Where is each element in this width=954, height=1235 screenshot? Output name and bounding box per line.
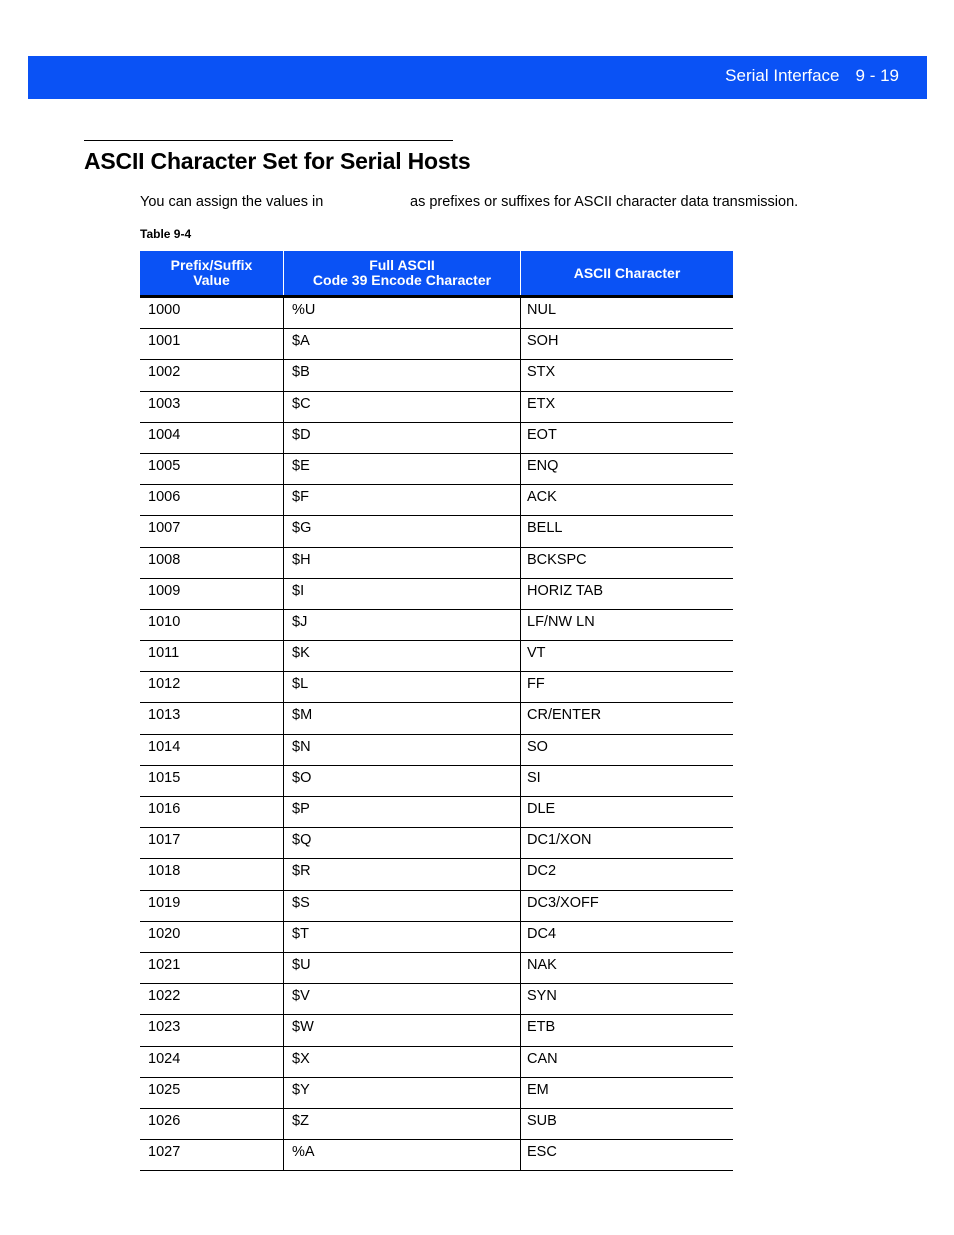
table-row	[140, 1109, 733, 1140]
header-page-number: 9 - 19	[855, 66, 899, 85]
prefix-suffix-value: 1005	[140, 454, 284, 484]
ascii-character: CR/ENTER	[527, 707, 602, 724]
code39-encode-character: $M	[284, 703, 521, 733]
table-row	[140, 797, 733, 828]
ascii-character: DC2	[527, 863, 557, 880]
prefix-suffix-value: 1008	[140, 548, 284, 578]
ascii-character: HORIZ TAB	[527, 582, 603, 599]
header-text	[725, 56, 899, 99]
prefix-suffix-value: 1012	[140, 672, 284, 702]
table-row	[140, 672, 733, 703]
table-row	[140, 922, 733, 953]
ascii-character: DC4	[527, 925, 557, 942]
ascii-character: EOT	[527, 426, 557, 443]
table-row	[140, 392, 733, 423]
ascii-character: SYN	[527, 988, 557, 1005]
code39-encode-character: $D	[284, 423, 521, 453]
prefix-suffix-value: 1025	[140, 1078, 284, 1108]
table-row	[140, 891, 733, 922]
code39-encode-character: $Q	[284, 828, 521, 858]
column-header-label: ASCII Character	[573, 264, 681, 281]
code39-encode-character: $L	[284, 672, 521, 702]
table-row	[140, 516, 733, 547]
column-header-code39	[284, 251, 521, 295]
ascii-character: BELL	[527, 520, 563, 537]
code39-encode-character: $J	[284, 610, 521, 640]
code39-encode-character: $N	[284, 735, 521, 765]
prefix-suffix-value: 1027	[140, 1140, 284, 1170]
table-row	[140, 1015, 733, 1046]
prefix-suffix-value: 1015	[140, 766, 284, 796]
code39-encode-character: $T	[284, 922, 521, 952]
code39-encode-character: %A	[284, 1140, 521, 1170]
ascii-character: SUB	[527, 1112, 557, 1129]
ascii-character: SOH	[527, 333, 559, 350]
column-header-label: Full ASCII Code 39 Encode Character	[312, 257, 492, 288]
prefix-suffix-value: 1017	[140, 828, 284, 858]
table-row	[140, 1078, 733, 1109]
ascii-character: ESC	[527, 1144, 557, 1161]
table-row	[140, 298, 733, 329]
prefix-suffix-value: 1016	[140, 797, 284, 827]
ascii-character: BCKSPC	[527, 551, 587, 568]
code39-encode-character: $P	[284, 797, 521, 827]
prefix-suffix-value: 1026	[140, 1109, 284, 1139]
prefix-suffix-value: 1006	[140, 485, 284, 515]
table-row	[140, 984, 733, 1015]
table-row	[140, 329, 733, 360]
ascii-character: DC1/XON	[527, 832, 592, 849]
ascii-character: FF	[527, 676, 545, 693]
code39-encode-character: $C	[284, 392, 521, 422]
ascii-character: ACK	[527, 489, 557, 506]
code39-encode-character: $W	[284, 1015, 521, 1045]
ascii-table	[140, 251, 733, 1171]
ascii-character: STX	[527, 364, 556, 381]
prefix-suffix-value: 1024	[140, 1047, 284, 1077]
header-bar	[28, 56, 927, 99]
prefix-suffix-value: 1013	[140, 703, 284, 733]
prefix-suffix-value: 1020	[140, 922, 284, 952]
column-header-prefix-suffix	[140, 251, 284, 295]
code39-encode-character: $Z	[284, 1109, 521, 1139]
ascii-character: VT	[527, 645, 546, 662]
code39-encode-character: %U	[284, 298, 521, 328]
code39-encode-character: $B	[284, 360, 521, 390]
ascii-character: ENQ	[527, 457, 559, 474]
table-row	[140, 360, 733, 391]
ascii-character: DLE	[527, 801, 556, 817]
code39-encode-character: $S	[284, 891, 521, 921]
code39-encode-character: $X	[284, 1047, 521, 1077]
code39-encode-character: $H	[284, 548, 521, 578]
prefix-suffix-value: 1019	[140, 891, 284, 921]
table-caption: Table 9-4	[140, 227, 192, 241]
page-title: ASCII Character Set for Serial Hosts	[84, 148, 471, 174]
table-row	[140, 735, 733, 766]
column-header-ascii	[521, 251, 733, 295]
code39-encode-character: $U	[284, 953, 521, 983]
code39-encode-character: $A	[284, 329, 521, 359]
prefix-suffix-value: 1021	[140, 953, 284, 983]
ascii-character: SI	[527, 769, 541, 786]
table-row	[140, 485, 733, 516]
code39-encode-character: $F	[284, 485, 521, 515]
prefix-suffix-value: 1003	[140, 392, 284, 422]
prefix-suffix-value: 1011	[140, 641, 284, 671]
prefix-suffix-value: 1002	[140, 360, 284, 390]
table-body	[140, 298, 733, 1171]
ascii-character: ETB	[527, 1019, 556, 1036]
prefix-suffix-value: 1000	[140, 298, 284, 328]
header-section-title: Serial Interface	[725, 66, 840, 85]
prefix-suffix-value: 1023	[140, 1015, 284, 1045]
prefix-suffix-value: 1004	[140, 423, 284, 453]
table-row	[140, 1047, 733, 1078]
table-row	[140, 454, 733, 485]
title-rule	[84, 140, 453, 141]
intro-text-part1: You can assign the values in	[140, 194, 324, 210]
ascii-character: EM	[527, 1081, 549, 1098]
prefix-suffix-value: 1010	[140, 610, 284, 640]
table-row	[140, 703, 733, 734]
ascii-character: ETX	[527, 395, 556, 412]
ascii-character: LF/NW LN	[527, 613, 595, 630]
prefix-suffix-value: 1001	[140, 329, 284, 359]
code39-encode-character: $K	[284, 641, 521, 671]
intro-text-part2: as prefixes or suffixes for ASCII character data transmission.	[410, 194, 799, 210]
code39-encode-character: $V	[284, 984, 521, 1014]
column-header-label: Prefix/Suffix Value	[170, 257, 253, 288]
table-row	[140, 1140, 733, 1171]
prefix-suffix-value: 1014	[140, 735, 284, 765]
code39-encode-character: $I	[284, 579, 521, 609]
ascii-character: SO	[527, 738, 548, 755]
table-row	[140, 641, 733, 672]
table-header	[140, 251, 733, 298]
prefix-suffix-value: 1022	[140, 984, 284, 1014]
ascii-character: DC3/XOFF	[527, 894, 599, 911]
table-row	[140, 579, 733, 610]
prefix-suffix-value: 1018	[140, 859, 284, 889]
table-row	[140, 828, 733, 859]
code39-encode-character: $R	[284, 859, 521, 889]
code39-encode-character: $E	[284, 454, 521, 484]
table-row	[140, 548, 733, 579]
ascii-character: NUL	[527, 302, 557, 318]
prefix-suffix-value: 1007	[140, 516, 284, 546]
ascii-character: NAK	[527, 956, 557, 973]
code39-encode-character: $O	[284, 766, 521, 796]
code39-encode-character: $Y	[284, 1078, 521, 1108]
table-row	[140, 859, 733, 890]
table-row	[140, 610, 733, 641]
table-row	[140, 766, 733, 797]
code39-encode-character: $G	[284, 516, 521, 546]
table-row	[140, 953, 733, 984]
table-row	[140, 423, 733, 454]
prefix-suffix-value: 1009	[140, 579, 284, 609]
ascii-character: CAN	[527, 1050, 558, 1067]
